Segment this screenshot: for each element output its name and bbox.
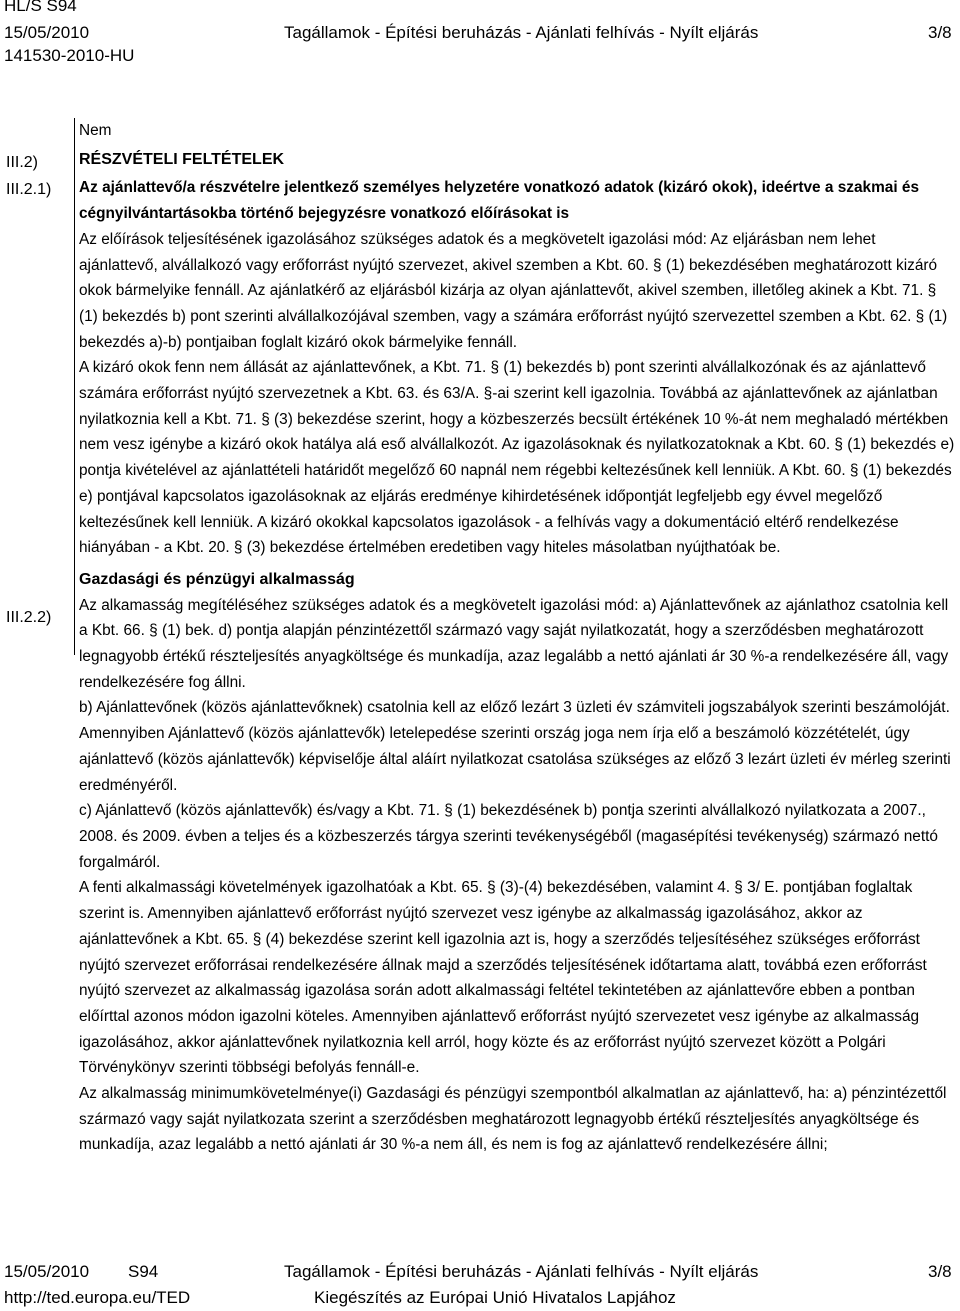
header-date: 15/05/2010 <box>4 23 90 42</box>
footer-page-number: 3/8 <box>928 1262 952 1281</box>
page-header <box>0 0 960 72</box>
header-page-number: 3/8 <box>928 23 952 42</box>
section-number-iii-2-1: III.2.1) <box>6 181 52 198</box>
economic-standing-body-c: c) Ajánlattevő (közös ajánlattevők) és/vagy a Kbt. 71. § (1) bekezdésének b) pontja szerinti alvállalkozó nyilatkozata a 2007., 2008. és 2009. évben a teljes és a közbeszerzés tárgya szerinti tevékenységéből (magasépítési tevékenység) származó nettó forgalmáról. <box>79 802 938 871</box>
section-number-iii-2: III.2) <box>6 154 39 171</box>
footer-url[interactable]: http://ted.europa.eu/TED <box>4 1288 191 1307</box>
answer-nem: Nem <box>79 122 112 139</box>
footer-series: S94 <box>128 1262 159 1281</box>
economic-standing-heading: Gazdasági és pénzügyi alkalmasság <box>79 570 355 588</box>
economic-standing-body-proof: A fenti alkalmassági követelmények igazolhatóak a Kbt. 65. § (3)-(4) bekezdésében, valamint 4. § 3/ E. pontjában foglaltak szerint is. Amennyiben ajánlattevő erőforrást nyújtó szervezet vesz igénybe az alkalmasság igazolásához, akkor az ajánlattevőnek a Kbt. 65. § (4) bekezdése szerint kell igazolnia azt is, hogy a szerződés teljesítéséhez szükséges erőforrást nyújtó szervezet erőforrásai rendelkezésére állnak majd a szerződés teljesítésének időtartama alatt, továbbá ezen erőforrást nyújtó szervezet az alkalmasság igazolása során adott alkalmassági feltétel tekintetében az ajánlattevőre ebben a pontban előírttal azonos módon igazolni köteles. Amennyiben ajánlattevő erőforrást nyújtó szervezetet vesz igénybe az alkalmasság igazolásához, akkor ajánlattevőnek nyilatkoznia kell arról, hogy közte és az erőforrást nyújtó szervezet között a Polgári Törvénykönyv szerinti többségi befolyás fennáll-e. <box>79 879 927 1077</box>
section-number-iii-2-2: III.2.2) <box>6 609 52 626</box>
page-footer <box>0 1262 960 1311</box>
personal-situation-body-1: Az előírások teljesítésének igazolásához szükséges adatok és a megkövetelt igazolási mód: Az eljárásban nem lehet ajánlattevő, alvállalkozó vagy erőforrást nyújtó szervezet, akivel szemben a Kbt. 60. § (1) bekezdésében meghatározott kizáró okok bármelyike fennáll. Az ajánlatkérő az eljárásból kizárja az olyan ajánlattevőt, akivel szemben, illetőleg akinek a Kbt. 71. § (1) bekezdés b) pont szerinti alvállalkozójával szemben, vagy a számára erőforrást nyújtó szervezettel szemben a Kbt. 62. § (1) bekezdés a)-b) pontjaiban foglalt kizáró okok bármelyike fennáll. <box>79 230 948 351</box>
main-content <box>79 118 955 1158</box>
header-title: Tagállamok - Építési beruházás - Ajánlati felhívás - Nyílt eljárás <box>284 23 759 42</box>
doc-code: HL/S S94 <box>4 0 77 15</box>
economic-standing-body-a: Az alkamasság megítéléséhez szükséges adatok és a megkövetelt igazolási mód: a) Ajánlattevőnek az ajánlathoz csatolnia kell a Kbt. 66. § (1) bek. d) pontja alapján pénzintézettől származó vagy saját nyilatkozatát, hogy a szerződésben meghatározott legnagyobb értékű részteljesítés anyagköltsége és munkadíja, azaz legalább a nettó ajánlati ár 30 %-a rendelkezésére áll, vagy rendelkezésére fog állni. <box>79 596 949 691</box>
footer-title: Tagállamok - Építési beruházás - Ajánlati felhívás - Nyílt eljárás <box>284 1262 759 1281</box>
economic-standing-body-b: b) Ajánlattevőnek (közös ajánlattevőknek) csatolnia kell az előző lezárt 3 üzleti év számviteli jogszabályok szerinti beszámolóját. Amennyiben Ajánlattevő (közös ajánlattevők) letelepedése szerinti ország joga nem írja elő a beszámoló közzétételét, úgy ajánlattevő (közös ajánlattevők) képviselője által aláírt nyilatkozat csatolása szükséges az előző 3 lezárt üzleti év mérleg szerinti eredményéről. <box>79 699 951 794</box>
footer-publication: Kiegészítés az Európai Unió Hivatalos Lapjához <box>314 1288 676 1307</box>
notice-id: 141530-2010-HU <box>4 46 135 65</box>
personal-situation-body-2: A kizáró okok fenn nem állását az ajánlattevőnek, a Kbt. 71. § (1) bekezdés b) pont szerinti alvállalkozónak és az ajánlattevő számára erőforrást nyújtó szervezetnek a Kbt. 63. és 63/A. §-ai szerint kell igazolnia. Továbbá az ajánlattevőnek az ajánlatban nyilatkoznia kell a Kbt. 71. § (3) bekezdése szerint, hogy a közbeszerzés becsült értékének 10 %-át nem meghaladó mértékben nem vesz igénybe a kizáró okok hatálya alá eső alvállalkozót. Az igazolásoknak és nyilatkozatoknak a Kbt. 60. § (1) bekezdés e) pontja kivételével az ajánlattételi határidőt megelőző 60 napnál nem régebbi keltezésűnek kell lenniük. A Kbt. 60. § (1) bekezdés e) pontjával kapcsolatos igazolásoknak az eljárás eredménye kihirdetésének időpontját legfeljebb egy évvel megelőző keltezésűnek kell lenniük. A kizáró okokkal kapcsolatos igazolások - a felhívás vagy a dokumentáció eltérő rendelkezése hiányában - a Kbt. 20. § (3) bekezdése értelmében eredetiben vagy hiteles másolatban nyújthatóak be. <box>79 359 955 557</box>
footer-date: 15/05/2010 <box>4 1262 90 1281</box>
personal-situation-heading: Az ajánlattevő/a részvételre jelentkező személyes helyzetére vonatkozó adatok (kizáró okok), ideértve a szakmai és cégnyilvántartásokba történő bejegyzésre vonatkozó előírásokat is <box>79 179 920 223</box>
margin-divider <box>74 118 75 655</box>
section-title: RÉSZVÉTELI FELTÉTELEK <box>79 150 285 168</box>
economic-standing-body-minimum: Az alkalmasság minimumkövetelménye(i) Gazdasági és pénzügyi szempontból alkalmatlan az ajánlattevő, ha: a) pénzintézettől származó vagy saját nyilatkozata szerint a szerződésben meghatározott legnagyobb értékű részteljesítés anyagköltsége és munkadíja, azaz legalább a nettó ajánlati ár 30 %-a nem áll, és nem is fog az ajánlattevő rendelkezésére állni; <box>79 1085 947 1154</box>
